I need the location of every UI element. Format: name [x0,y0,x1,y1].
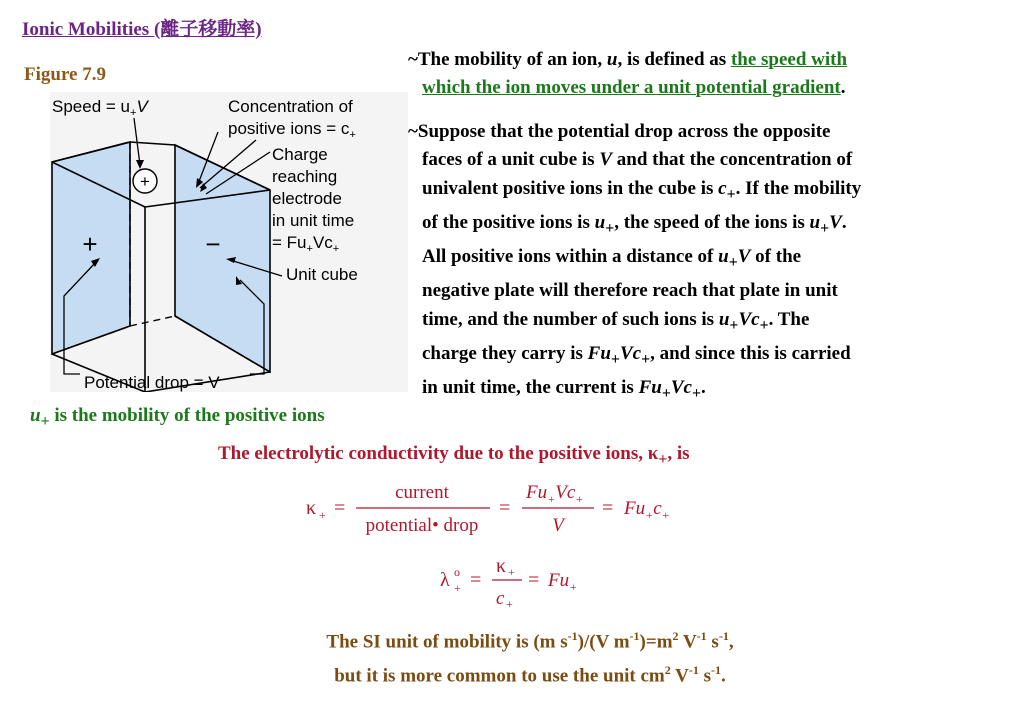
eq2-kappa-sub: + [508,565,515,579]
eq2-lambda: λ [440,569,450,591]
potential-drop-label: Potential drop = V [84,373,220,392]
eq1-kappa-sub: + [319,508,326,522]
concentration-label-line2: positive ions = $c_+$ [228,119,356,141]
si-unit-line2: but it is more common to use the unit $cm^2$ $V^{-1}$ $s^{-1}$. [334,663,726,687]
charge-label-line5: = $Fu_+Vc_+$ [272,233,340,255]
unit-cube-label: Unit cube [286,265,358,284]
page-title: Ionic Mobilities (離子移動率) [22,19,262,40]
definition-link-part2: which the ion moves under a unit potential gradient [422,77,841,99]
bullet-mobility-definition: ~The mobility of an ion, u, is defined as the speed with which the ion moves under a unit potential gradient. [408,49,848,99]
eq2-c: c [496,588,505,609]
concentration-label-line1: Concentration of [228,97,353,116]
charge-label-line3: electrode [272,189,342,208]
eq1-numerator-fuvc: $Fu_+Vc_+$ [526,482,584,506]
conductivity-statement: The electrolytic conductivity due to the positive ions, $\kappa_+$, is [218,443,690,468]
eq1-equals-2: = [499,497,511,519]
charge-label-line2: reaching [272,167,338,186]
unit-cube-figure [50,92,408,392]
eq1-denominator: potential• drop [365,515,479,536]
eq1-numerator-current: current [395,482,449,503]
minus-plate-sign: − [205,229,221,259]
si-unit-line1: The SI unit of mobility is (m $s^{-1})/(V$ $m^{-1})=m^2$ $V^{-1}$ $s^{-1}$, [326,629,734,653]
charge-label-line1: Charge [272,145,328,164]
eq2-equals-2: = [528,569,540,591]
conductivity-equation [300,478,700,540]
eq1-kappa: κ [306,497,317,519]
bullet-unit-cube-derivation: ~Suppose that the potential drop across the opposite faces of a unit cube is V and that the concentration of univalent positive ions in the cube is $c_+$. If the mobility of the positive ions is $u_+$, the speed of the ions is $u_+V$. All positive ions within a distance of $u_+V$ of the negative plate will therefore reach that plate in unit time, and the number of such ions is $u_+Vc_+$. The charge they carry is $Fu_+Vc_+$, and since this is carried in unit time, the current is $Fu_+Vc_+$. [408,121,862,403]
definition-link-part1: the speed with [730,49,848,70]
molar-conductivity-equation [436,552,606,612]
eq1-equals-1: = [334,497,346,519]
eq2-c-sub: + [506,597,513,611]
eq2-lambda-sub: + [454,581,461,595]
eq2-rhs: $Fu_+$ [548,570,578,594]
eq1-rhs: $Fu_+c_+$ [624,498,670,522]
eq2-equals-1: = [470,569,482,591]
eq1-equals-3: = [602,497,614,519]
plus-plate-sign: + [82,229,98,259]
ion-plus-sign: + [140,172,150,191]
eq2-lambda-sup: o [454,565,460,579]
speed-label: Speed = $u_+V$ [52,97,148,119]
eq1-denominator-v: V [552,515,564,536]
si-unit-statement [250,622,810,691]
charge-label-line4: in unit time [272,211,355,230]
eq2-kappa: κ [496,555,507,577]
figure-label: Figure 7.9 [24,64,106,85]
mobility-caption: $u_+$ is the mobility of the positive ions [30,405,325,430]
